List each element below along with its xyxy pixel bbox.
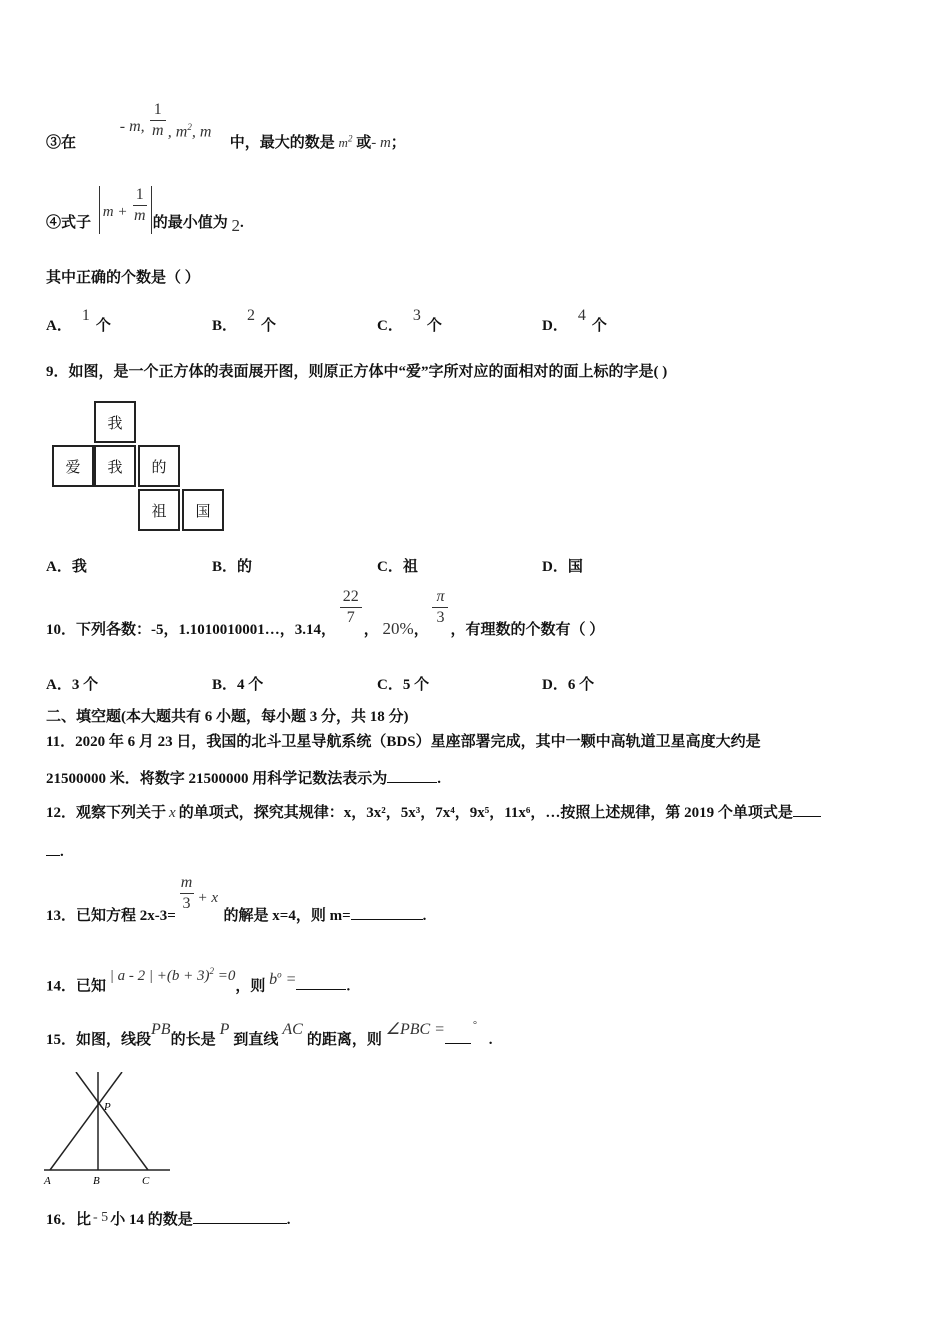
- net-cell-de: 的: [138, 445, 180, 487]
- cube-net: [52, 401, 232, 533]
- net-cell-zu: 祖: [138, 489, 180, 531]
- q11-line1: 11．2020 年 6 月 23 日，我国的北斗卫星导航系统（BDS）星座部署完成，其中一颗中高轨道卫星高度大约是: [46, 734, 761, 750]
- expr-m: m +: [102, 204, 128, 220]
- item4-mid: 的最小值为: [152, 215, 228, 231]
- abs-expression: [95, 186, 153, 232]
- item3-mid: 中，最大的数是: [229, 135, 335, 151]
- q12-line: 12．观察下列关于 x 的单项式，探究其规律：x，3x²，5x³，7x⁴，9x⁵，11x⁶，…按照上述规律，第 2019 个单项式是: [46, 803, 821, 823]
- item-3: [46, 101, 406, 153]
- q15-figure: [40, 1072, 174, 1190]
- q10-stem: 10．下列各数：-5，1.1010010001…，3.14， 22 7 ， 20%， π 3 ，有理数的个数有（ ）: [46, 588, 605, 638]
- circled-4: ④: [46, 215, 62, 231]
- q10-stem-b: ，有理数的个数有（ ）: [450, 622, 605, 638]
- frac-num: 1: [153, 101, 162, 118]
- q9-option-b[interactable]: B．的: [212, 559, 253, 575]
- q15-answer-blank[interactable]: °: [445, 1030, 473, 1050]
- q16-answer-blank[interactable]: [193, 1223, 287, 1224]
- q12-line2: .: [46, 842, 64, 862]
- q10-option-d[interactable]: D．6 个: [542, 677, 595, 693]
- section-2-heading: 二、填空题(本大题共有 6 小题，每小题 3 分，共 18 分): [46, 709, 409, 725]
- q9-stem: 9．如图，是一个正方体的表面展开图，则原正方体中“爱”字所对应的面相对的面上标的字是( ): [46, 364, 668, 380]
- frac-pi-3: π 3: [432, 614, 450, 634]
- q14-line: 14．已知 | a - 2 | $+(b + 3)^2 =0$，则 $b^o$ = .: [46, 966, 351, 995]
- list-a: - m,: [119, 118, 145, 135]
- label-p: P: [104, 1101, 111, 1113]
- q16-line: 16．比 - 5 小 14 的数是 .: [46, 1210, 291, 1228]
- q10-stem-a: 10．下列各数：-5，1.1010010001…，3.14，: [46, 622, 336, 638]
- q8-option-d[interactable]: D．4个: [542, 307, 607, 334]
- net-cell-ai: 爱: [52, 445, 94, 487]
- item3-ans1: $m^2$: [338, 133, 353, 150]
- label-b: B: [93, 1175, 100, 1187]
- q13-line: 13．已知方程 2x-3= m 3 + x 的解是 x=4，则 m= .: [46, 874, 427, 924]
- q12-answer-blank[interactable]: [793, 816, 821, 817]
- label-a: A: [44, 1175, 51, 1187]
- item4-end: .: [240, 215, 244, 231]
- q14-answer-blank[interactable]: [296, 989, 346, 990]
- label-c: C: [142, 1175, 150, 1187]
- list-b: , $m^2$, m: [167, 122, 212, 141]
- frac-m-3: m 3 + x: [180, 874, 219, 912]
- net-cell-top: 我: [94, 401, 136, 443]
- item3-ans2: - m: [371, 135, 391, 151]
- q13-answer-blank[interactable]: [351, 919, 423, 920]
- q8-option-a[interactable]: A．1个: [46, 307, 111, 334]
- pct-20: 20%: [382, 619, 414, 638]
- q8-option-b[interactable]: B．2个: [212, 307, 277, 334]
- frac-22-7: 22 7: [340, 614, 364, 634]
- item3-list: [80, 101, 230, 147]
- item4-pre: 式子: [61, 215, 92, 231]
- item3-end: ；: [390, 135, 406, 151]
- net-cell-guo: 国: [182, 489, 224, 531]
- q14-expression: | a - 2 | $+(b + 3)^2 =0$: [109, 966, 236, 985]
- q9-option-d[interactable]: D．国: [542, 559, 583, 575]
- q8-option-c[interactable]: C．3个: [377, 307, 442, 334]
- q10-option-b[interactable]: B．4 个: [212, 677, 264, 693]
- q15-line: 15．如图，线段PB的长是P到直线AC的距离，则 ∠PBC = ° .: [46, 1020, 493, 1048]
- q10-option-c[interactable]: C．5 个: [377, 677, 430, 693]
- q11-answer-blank[interactable]: [387, 782, 437, 783]
- q9-option-a[interactable]: A．我: [46, 559, 87, 575]
- frac-1-over-m: [150, 101, 166, 140]
- q10-option-a[interactable]: A．3 个: [46, 677, 99, 693]
- frac-1-over-m-2: 1 m: [134, 186, 146, 224]
- item3-pre: 在: [61, 135, 77, 151]
- q14-b-power: $b^o$ =: [269, 970, 297, 989]
- item3-or: 或: [356, 135, 372, 151]
- prompt-correct-count: 其中正确的个数是（ ）: [46, 270, 200, 286]
- circled-3: ③: [46, 135, 62, 151]
- item4-val: 2: [231, 216, 241, 235]
- net-cell-wo: 我: [94, 445, 136, 487]
- q11-line2: 21500000 米．将数字 21500000 用科学记数法表示为 .: [46, 771, 442, 787]
- frac-den: m: [152, 122, 164, 139]
- item-4: [46, 186, 244, 235]
- q9-option-c[interactable]: C．祖: [377, 559, 418, 575]
